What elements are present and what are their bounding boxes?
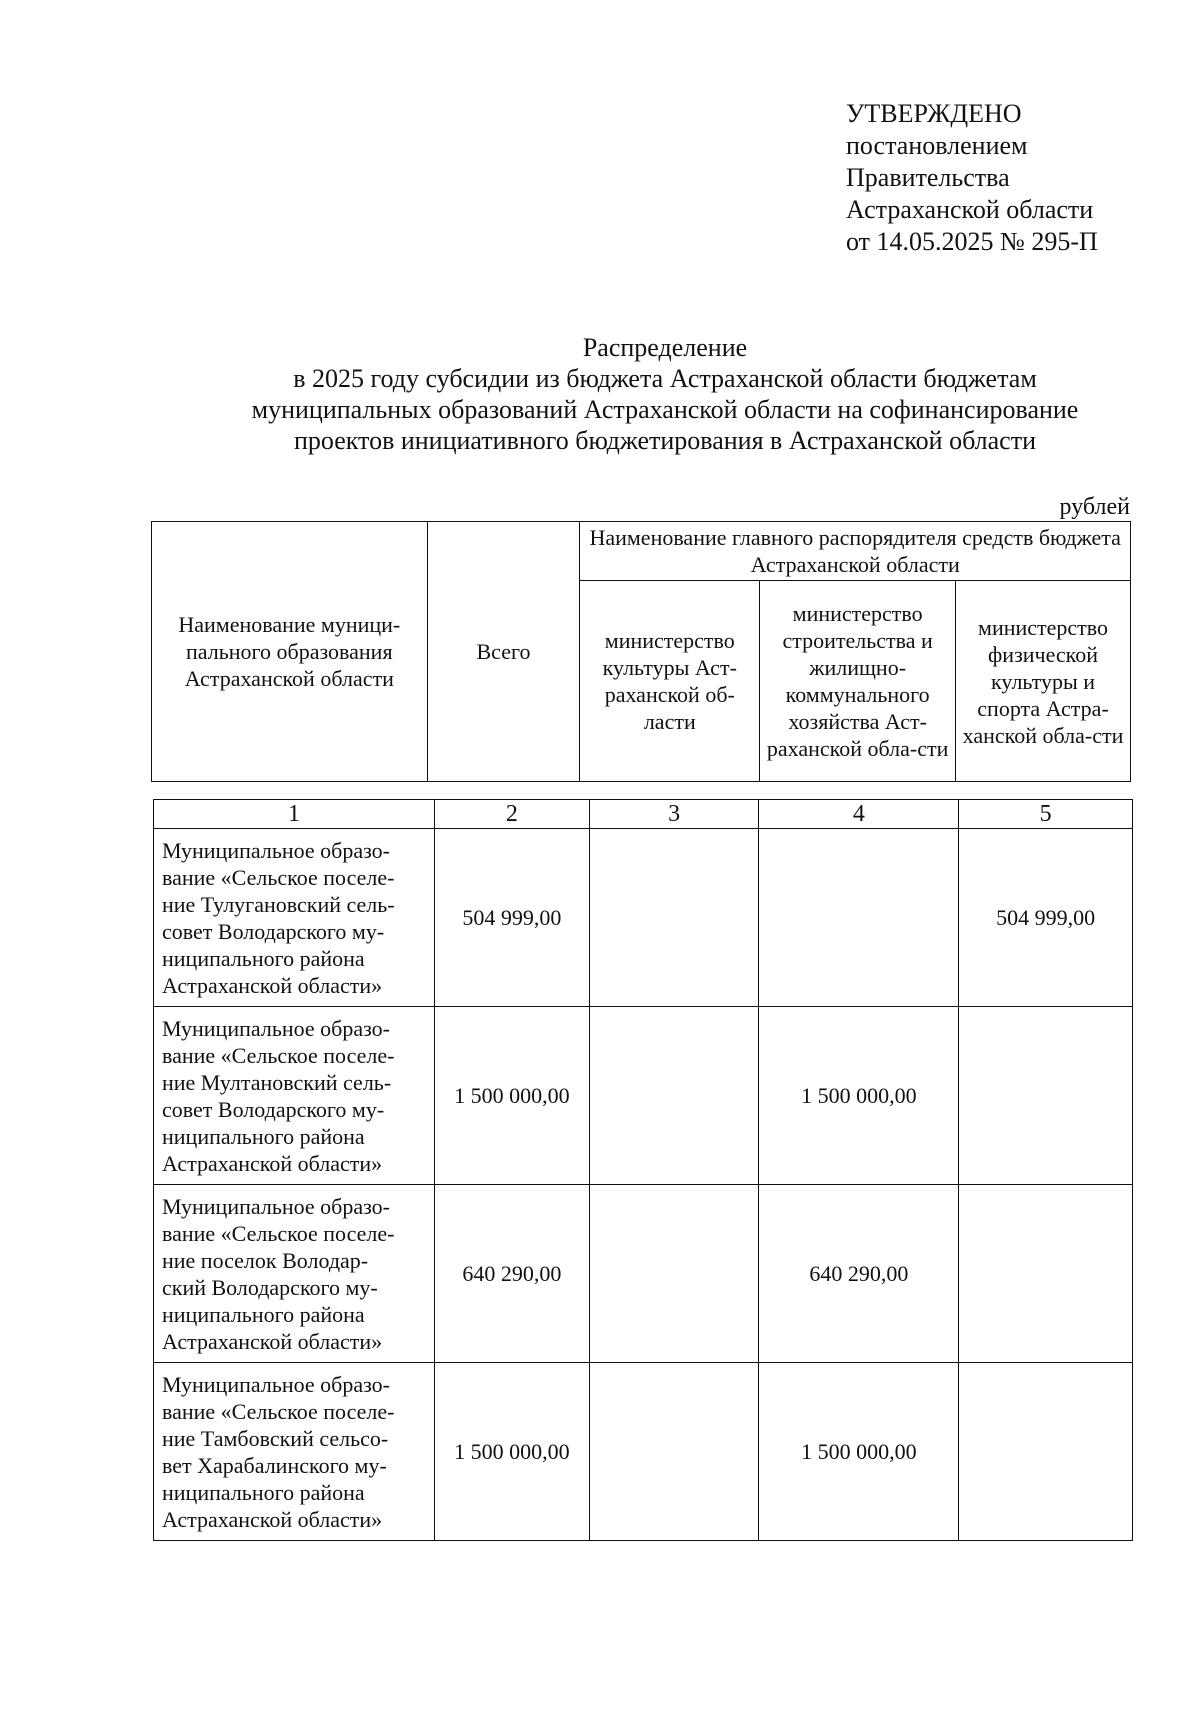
table-row xyxy=(154,1007,1133,1185)
municipality-name xyxy=(154,1007,435,1185)
table-row xyxy=(154,1185,1133,1363)
amount-culture xyxy=(589,829,759,1007)
name-line: ниципального района xyxy=(162,1123,365,1149)
amount-sport: 504 999,00 xyxy=(959,829,1133,1007)
column-number: 5 xyxy=(959,800,1133,829)
municipality-name xyxy=(154,829,435,1007)
amount-culture xyxy=(589,1007,759,1185)
name-line: ниципального района xyxy=(162,945,365,971)
header-ministry-culture: министерство культуры Аст-раханской об-ласти xyxy=(580,581,760,782)
name-line: Астраханской области» xyxy=(162,1150,383,1176)
amount-construction: 1 500 000,00 xyxy=(759,1363,959,1541)
name-line: совет Володарского му- xyxy=(162,1096,385,1122)
name-line: Муниципальное образо- xyxy=(162,1015,391,1041)
approval-line: постановлением xyxy=(846,131,1028,160)
name-line: вание «Сельское поселе- xyxy=(162,1042,395,1068)
amount-construction xyxy=(759,829,959,1007)
amount-total: 1 500 000,00 xyxy=(434,1363,589,1541)
header-budget-holder-group: Наименование главного распорядителя средств бюджета Астраханской области xyxy=(580,522,1131,581)
approval-line: Астраханской области xyxy=(846,195,1094,224)
amount-construction: 1 500 000,00 xyxy=(759,1007,959,1185)
name-line: ние Тамбовский сельсо- xyxy=(162,1425,389,1451)
name-line: Муниципальное образо- xyxy=(162,837,391,863)
municipality-name xyxy=(154,1363,435,1541)
table-body xyxy=(153,799,1133,1541)
table-header xyxy=(151,521,1131,782)
table-row xyxy=(154,829,1133,1007)
approval-stamp xyxy=(846,98,1098,258)
name-line: ский Володарского му- xyxy=(162,1274,378,1300)
amount-construction: 640 290,00 xyxy=(759,1185,959,1363)
title-line: Распределение xyxy=(582,333,748,362)
amount-sport xyxy=(959,1007,1133,1185)
name-line: Астраханской области» xyxy=(162,1506,383,1532)
approval-line: Правительства xyxy=(846,163,1010,192)
name-line: вет Харабалинского му- xyxy=(162,1452,387,1478)
title-line: муниципальных образований Астраханской области на софинансирование xyxy=(251,395,1079,424)
amount-total: 504 999,00 xyxy=(434,829,589,1007)
amount-sport xyxy=(959,1185,1133,1363)
name-line: Астраханской области» xyxy=(162,1328,383,1354)
amount-culture xyxy=(589,1363,759,1541)
name-line: ние Тулугановский сель- xyxy=(162,891,395,917)
name-line: ниципального района xyxy=(162,1479,365,1505)
header-municipality: Наименование муници-пального образования Астраханской области xyxy=(152,522,428,782)
header-ministry-construction: министерство строительства и жилищно-коммунального хозяйства Аст-раханской обла-сти xyxy=(760,581,956,782)
column-number: 1 xyxy=(154,800,435,829)
name-line: вание «Сельское поселе- xyxy=(162,864,395,890)
municipality-name xyxy=(154,1185,435,1363)
amount-sport xyxy=(959,1363,1133,1541)
amount-total: 640 290,00 xyxy=(434,1185,589,1363)
document-title xyxy=(150,332,1180,456)
header-ministry-sport: министерство физической культуры и спорта Астра-ханской обла-сти xyxy=(956,581,1131,782)
name-line: ниципального района xyxy=(162,1301,365,1327)
column-number-row xyxy=(154,800,1133,829)
title-line: проектов инициативного бюджетирования в Астраханской области xyxy=(294,426,1036,455)
column-number: 3 xyxy=(589,800,759,829)
name-line: вание «Сельское поселе- xyxy=(162,1398,395,1424)
title-line: в 2025 году субсидии из бюджета Астраханской области бюджетам xyxy=(293,364,1037,393)
header-total: Всего xyxy=(427,522,580,782)
name-line: совет Володарского му- xyxy=(162,918,385,944)
column-number: 4 xyxy=(759,800,959,829)
approval-date-number: от 14.05.2025 № 295-П xyxy=(846,227,1098,256)
name-line: ние Мултановский сель- xyxy=(162,1069,392,1095)
column-number: 2 xyxy=(434,800,589,829)
name-line: Астраханской области» xyxy=(162,972,383,998)
name-line: Муниципальное образо- xyxy=(162,1371,391,1397)
amount-total: 1 500 000,00 xyxy=(434,1007,589,1185)
approval-heading: УТВЕРЖДЕНО xyxy=(846,99,1022,128)
name-line: вание «Сельское поселе- xyxy=(162,1220,395,1246)
name-line: Муниципальное образо- xyxy=(162,1193,391,1219)
name-line: ние поселок Володар- xyxy=(162,1247,369,1273)
table-row xyxy=(154,1363,1133,1541)
unit-label: рублей xyxy=(1059,494,1130,520)
amount-culture xyxy=(589,1185,759,1363)
